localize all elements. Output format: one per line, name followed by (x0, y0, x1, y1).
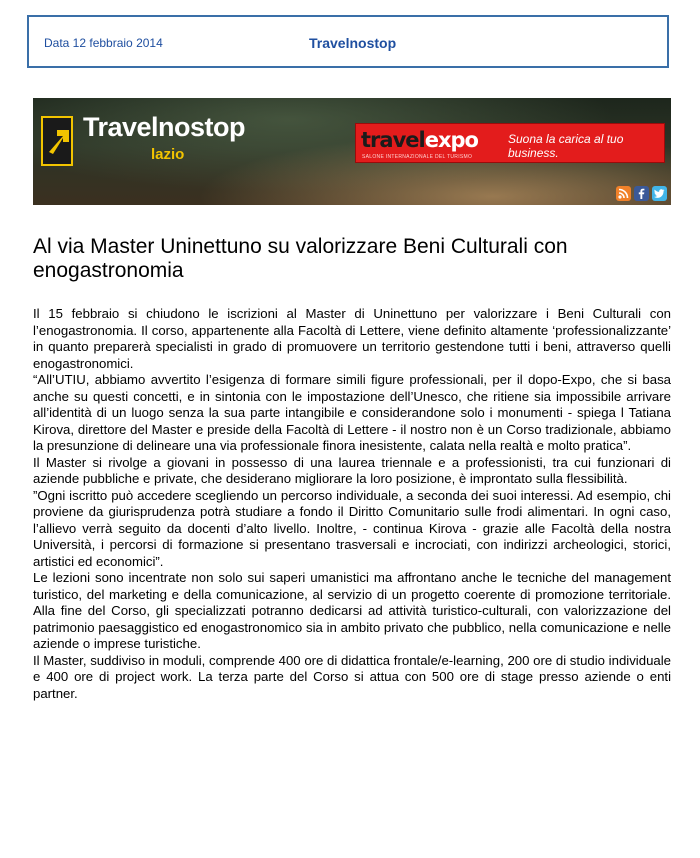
logo-region: lazio (151, 146, 185, 163)
facebook-icon[interactable] (634, 186, 649, 201)
ad-small-text: SALONE INTERNAZIONALE DEL TURISMO (362, 154, 473, 160)
article-paragraph: Il Master, suddiviso in moduli, comprende 400 ore di didattica frontale/e-learning, 200 ore di studio individuale e 400 ore di project work. La terza parte del Corso si attua con 500 ore di stage presso aziende o enti partner. (33, 652, 671, 701)
rss-icon[interactable] (616, 186, 631, 201)
article-paragraph: Il 15 febbraio si chiudono le iscrizioni al Master di Uninettuno per valorizzare i Beni Culturali con l’enogastronomia. Il corso, appartenente alla Facoltà di Lettere, viene definito altamente ‘professionalizzante’ in quanto preparerà specialisti in grado di promuovere un territorio gestendone tutti i beni, attraverso quelli enogastronomici. (33, 306, 671, 371)
article-paragraph: “All’UTIU, abbiamo avvertito l’esigenza di formare simili figure professionali, per il dopo-Expo, che si basa anche su questi concetti, e in sintonia con le impostazione dell’Unesco, che ritiene sia impossibile arrivare all’identità di un luogo senza la sua parte intangibile e considerandone solo i monumenti - spiega l Tatiana Kirova, direttore del Master e preside della Facoltà di Lettere - il nostro non è un Corso tradizionale, abbiamo la presunzione di delineare una via professionale finora inesistente, calata nella realtà e molto pratica”. (33, 372, 671, 453)
article-title: Al via Master Uninettuno su valorizzare Beni Culturali con enogastronomia (33, 235, 568, 282)
site-banner (33, 98, 671, 205)
article-paragraph: ”Ogni iscritto può accedere scegliendo un percorso individuale, a seconda dei suoi interessi. Ad esempio, chi proviene da giurisprudenza potrà studiare a fondo il Diritto Comunitario sulle frodi alimentari. In ogni caso, l’allievo verrà seguito da docenti d’alto livello. Inoltre, - continua Kirova - grazie alle Facoltà della nostra Università, i percorsi di formazione si presentano trasversali e incrociati, con indirizzi archeologici, storici, artistici ed economici”. (33, 487, 671, 569)
travelexpo-ad[interactable] (355, 123, 665, 163)
ad-slogan: Suona la carica al tuo business. (508, 132, 624, 160)
article-body (33, 306, 671, 702)
article-paragraph: Le lezioni sono incentrate non solo sui saperi umanistici ma affrontano anche le tecniche del management turistico, del marketing e della comunicazione, al servizio di un progetto coerente di promozione territoriale. Alla fine del Corso, gli specializzati potranno dedicarsi ad attività turistico-culturali, con valorizzazione del patrimonio paesaggistico ed enogastronomico sia in ambito privato che pubblico, nella comunicazione e nelle aziende o imprese turistiche. (33, 570, 671, 651)
article-paragraph: Il Master si rivolge a giovani in possesso di una laurea triennale e a professionisti, tra cui funzionari di aziende pubbliche e private, che desiderano migliorare la loro posizione, è improntato sulla flessibilità. (33, 454, 671, 486)
logo-text: Travelnostop (83, 112, 246, 142)
ad-brand-expo: expo (424, 128, 478, 152)
logo-arrow-icon (41, 116, 73, 166)
clipping-header-box (27, 15, 669, 68)
ad-brand-travel: travel (361, 128, 425, 152)
publication-source[interactable]: Travelnostop (309, 35, 397, 51)
publication-date: Data 12 febbraio 2014 (44, 36, 163, 50)
ad-brand (361, 128, 478, 152)
twitter-icon[interactable] (652, 186, 667, 201)
